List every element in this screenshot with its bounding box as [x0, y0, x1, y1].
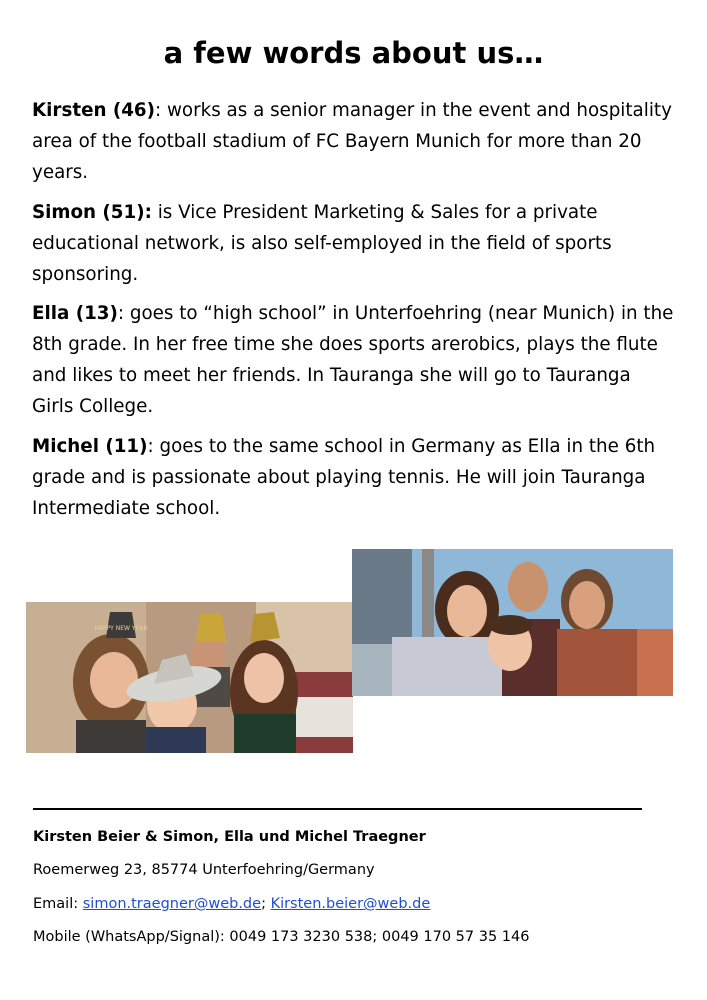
bio-name: Ella (13) [32, 303, 118, 324]
family-party-photo-image [26, 602, 353, 753]
family-party-photo [26, 602, 353, 753]
contact-names: Kirsten Beier & Simon, Ella und Michel Traegner [33, 829, 426, 845]
family-selfie-photo-image [352, 549, 673, 696]
contact-mobile: Mobile (WhatsApp/Signal): 0049 173 3230 538; 0049 170 57 35 146 [33, 929, 530, 945]
bio-text: is Vice President Marketing & Sales for a private educational network, is also self-employed in the field of sports sponsoring. [32, 202, 612, 285]
contact-email [33, 896, 430, 912]
bio-name: Simon (51): [32, 202, 152, 223]
bio-name: Michel (11) [32, 436, 148, 457]
bio-text: : goes to “high school” in Unterfoehring (near Munich) in the 8th grade. In her free time she does sports arerobics, plays the flute and likes to meet her friends. In Tauranga she will go to Tauranga Girls College. [32, 303, 674, 417]
bio-text: : works as a senior manager in the event and hospitality area of the football stadium of FC Bayern Munich for more than 20 years. [32, 100, 672, 183]
bio-ella [32, 298, 677, 422]
page-title: a few words about us… [163, 36, 544, 70]
email-link-simon[interactable]: simon.traegner@web.de [82, 896, 262, 912]
party-hat-text: HAPPY NEW YEAR [94, 625, 148, 632]
email-link-kirsten[interactable]: Kirsten.beier@web.de [270, 896, 431, 912]
contact-address: Roemerweg 23, 85774 Unterfoehring/Germany [33, 862, 375, 878]
bio-text: : goes to the same school in Germany as Ella in the 6th grade and is passionate about playing tennis. He will join Tauranga Intermediate school. [32, 436, 656, 519]
bio-simon [32, 197, 677, 290]
email-separator: ; [261, 896, 271, 912]
bio-name: Kirsten (46) [32, 100, 155, 121]
email-label: Email: [33, 896, 83, 912]
bio-michel [32, 431, 677, 524]
footer-divider [33, 808, 642, 810]
family-selfie-photo [352, 549, 673, 696]
bio-kirsten [32, 95, 677, 188]
